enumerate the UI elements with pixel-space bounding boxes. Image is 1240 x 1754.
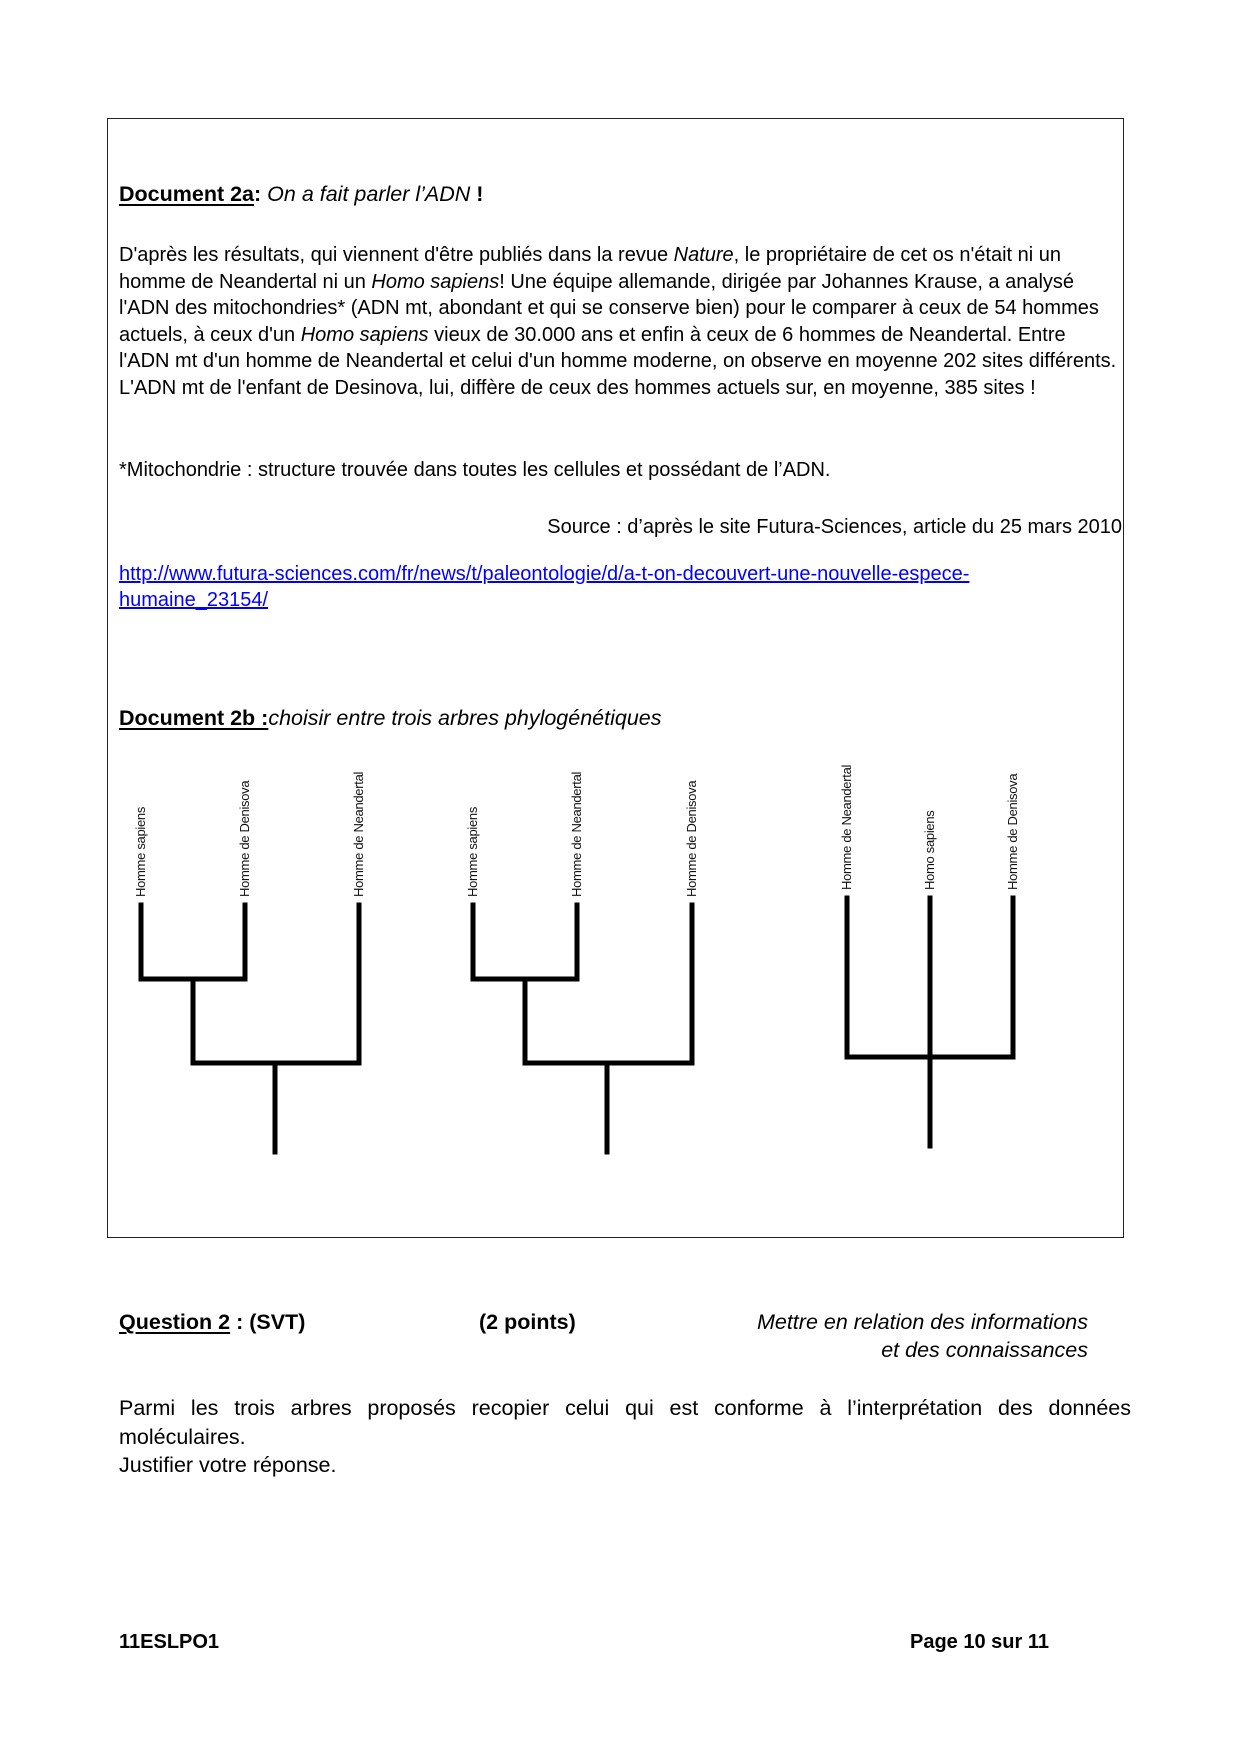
species-name: Homo sapiens <box>371 270 500 293</box>
paragraph-text: , le propriétaire de cet os n'était ni un homme de Neandertal ni un <box>119 244 1061 293</box>
source-link[interactable] <box>119 562 969 613</box>
skill-line-1: Mettre en relation des informations <box>756 1310 1088 1334</box>
tree-3-leaf-1-label: Homme de Neandertal <box>839 764 854 890</box>
document-2b-heading <box>119 705 662 731</box>
tree-1-leaf-1-label: Homme sapiens <box>133 806 148 897</box>
journal-name: Nature <box>673 244 734 266</box>
question-label: Question 2 <box>119 1310 231 1334</box>
document-2a-label: Document 2a <box>119 182 255 206</box>
source-link-line-1[interactable]: http://www.futura-sciences.com/fr/news/t/paleontologie/d/a-t-on-decouvert-une-nouvelle-espece- <box>119 563 970 585</box>
document-2a-paragraph <box>119 242 1119 401</box>
question-text <box>119 1394 1131 1480</box>
source-citation: Source : d’après le site Futura-Sciences, article du 25 mars 2010 <box>547 516 1122 538</box>
skill-line-2: et des connaissances <box>881 1338 1088 1362</box>
question-skill <box>640 1308 1088 1364</box>
document-2a-colon: : <box>254 182 262 206</box>
footer-page-number: Page 10 sur 11 <box>910 1631 1049 1653</box>
paragraph-text: ! Une équipe allemande, dirigée par Johannes Krause, a analysé l'ADN des mitochondries* (ADN mt, abondant et qui se conserve bien) pour le comparer à ceux de 54 hommes actuels, à ceux d'un <box>119 270 1099 346</box>
question-points <box>479 1308 576 1336</box>
question-instruction: Parmi les trois arbres proposés recopier celui qui est conforme à l’interprétation des données moléculaires. <box>119 1396 1131 1449</box>
tree-2-leaf-3-label: Homme de Denisova <box>684 780 699 897</box>
question-justify: Justifier votre réponse. <box>119 1453 337 1477</box>
question-heading <box>119 1308 305 1336</box>
footer-code: 11ESLPO1 <box>119 1631 220 1653</box>
document-2a-heading <box>119 181 483 207</box>
paragraph-text: vieux de 30.000 ans et enfin à ceux de 6 hommes de Neandertal. Entre l'ADN mt d'un homme de Neandertal et celui d'un homme moderne, on observe en moyenne 202 sites différents. L'ADN mt de l'enfant de Desinova, lui, diffère de ceux des hommes actuels sur, en moyenne, 385 sites ! <box>119 323 1117 399</box>
document-2a-title-suffix: ! <box>470 182 484 206</box>
footnote: *Mitochondrie : structure trouvée dans toutes les cellules et possédant de l’ADN. <box>119 459 831 481</box>
question-subject: : (SVT) <box>230 1310 306 1334</box>
tree-2-leaf-1-label: Homme sapiens <box>465 806 480 897</box>
tree-2-leaf-2-label: Homme de Neandertal <box>569 771 584 897</box>
tree-3-leaf-3-label: Homme de Denisova <box>1005 773 1020 890</box>
species-name: Homo sapiens <box>300 323 429 346</box>
document-2a-title: On a fait parler l’ADN <box>267 182 471 206</box>
document-2b-title: choisir entre trois arbres phylogénétiques <box>268 706 662 730</box>
paragraph-text: D'après les résultats, qui viennent d'être publiés dans la revue <box>119 244 674 266</box>
document-2b-label: Document 2b : <box>119 706 269 730</box>
tree-1-leaf-3-label: Homme de Neandertal <box>351 771 366 897</box>
source-link-line-2[interactable]: humaine_23154/ <box>119 588 269 611</box>
tree-3-leaf-2-label: Homo sapiens <box>922 810 937 890</box>
points-value: (2 points) <box>479 1310 576 1334</box>
tree-1-leaf-2-label: Homme de Denisova <box>237 780 252 897</box>
